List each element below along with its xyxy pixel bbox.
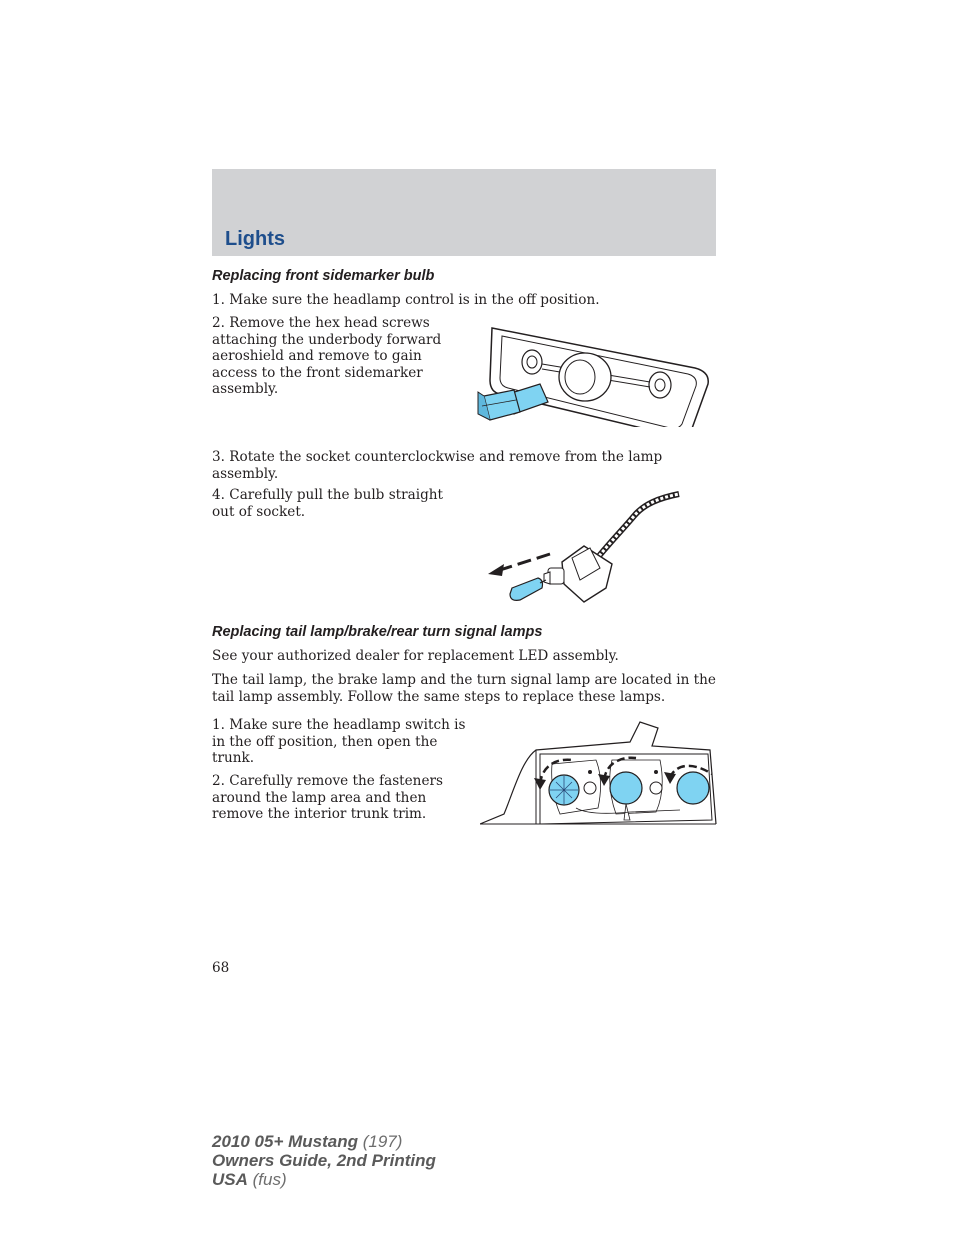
- taillamp-paragraph-2: [212, 672, 716, 705]
- text-line: 4. Carefully pull the bulb straight: [212, 487, 444, 503]
- sidemarker-step-2: [212, 315, 441, 398]
- footer-line-3: [212, 1170, 436, 1189]
- text-line: 2. Remove the hex head screws: [212, 315, 430, 331]
- bulb-socket-illustration: [484, 488, 689, 606]
- text-line: attaching the underbody forward: [212, 331, 442, 348]
- footer-market-code: (fus): [252, 1170, 287, 1189]
- sidemarker-step-4: [212, 487, 443, 520]
- taillamp-paragraph-1: See your authorized dealer for replacement LED assembly.: [212, 648, 619, 664]
- section-header-band: [212, 169, 716, 256]
- footer-model: 2010 05+ Mustang: [212, 1132, 358, 1151]
- text-line: The tail lamp, the brake lamp and the turn signal lamp are located in the: [212, 672, 716, 688]
- footer-line-1: [212, 1132, 436, 1151]
- footer-line-2: [212, 1151, 436, 1170]
- text-line: trunk.: [212, 750, 255, 766]
- text-line: out of socket.: [212, 503, 306, 520]
- text-line: 3. Rotate the socket counterclockwise and remove from the lamp: [212, 449, 663, 465]
- text-line: 1. Make sure the headlamp switch is: [212, 717, 466, 733]
- footer-market: USA: [212, 1170, 248, 1189]
- sidemarker-step-1: 1. Make sure the headlamp control is in the off position.: [212, 292, 600, 308]
- page-number: 68: [212, 960, 230, 976]
- footer-printing: Owners Guide, 2nd Printing: [212, 1151, 436, 1170]
- sidemarker-heading: Replacing front sidemarker bulb: [212, 268, 435, 284]
- taillamp-step-2: [212, 773, 443, 823]
- document-footer: [212, 1132, 436, 1189]
- taillamp-heading: Replacing tail lamp/brake/rear turn signal lamps: [212, 624, 543, 640]
- text-line: assembly.: [212, 381, 279, 397]
- taillamp-step-1: [212, 717, 466, 767]
- footer-model-code: (197): [362, 1132, 403, 1151]
- sidemarker-lamp-illustration: [470, 322, 715, 427]
- text-line: aeroshield and remove to gain: [212, 348, 422, 364]
- text-line: remove the interior trunk trim.: [212, 806, 427, 822]
- text-line: around the lamp area and then: [212, 789, 427, 806]
- text-line: in the off position, then open the: [212, 733, 438, 750]
- text-line: 2. Carefully remove the fasteners: [212, 773, 443, 789]
- text-line: tail lamp assembly. Follow the same steps to replace these lamps.: [212, 688, 666, 705]
- text-line: assembly.: [212, 465, 279, 482]
- taillamp-assembly-illustration: [480, 720, 718, 830]
- section-title: Lights: [225, 228, 285, 250]
- sidemarker-step-3: [212, 449, 662, 482]
- text-line: access to the front sidemarker: [212, 364, 423, 381]
